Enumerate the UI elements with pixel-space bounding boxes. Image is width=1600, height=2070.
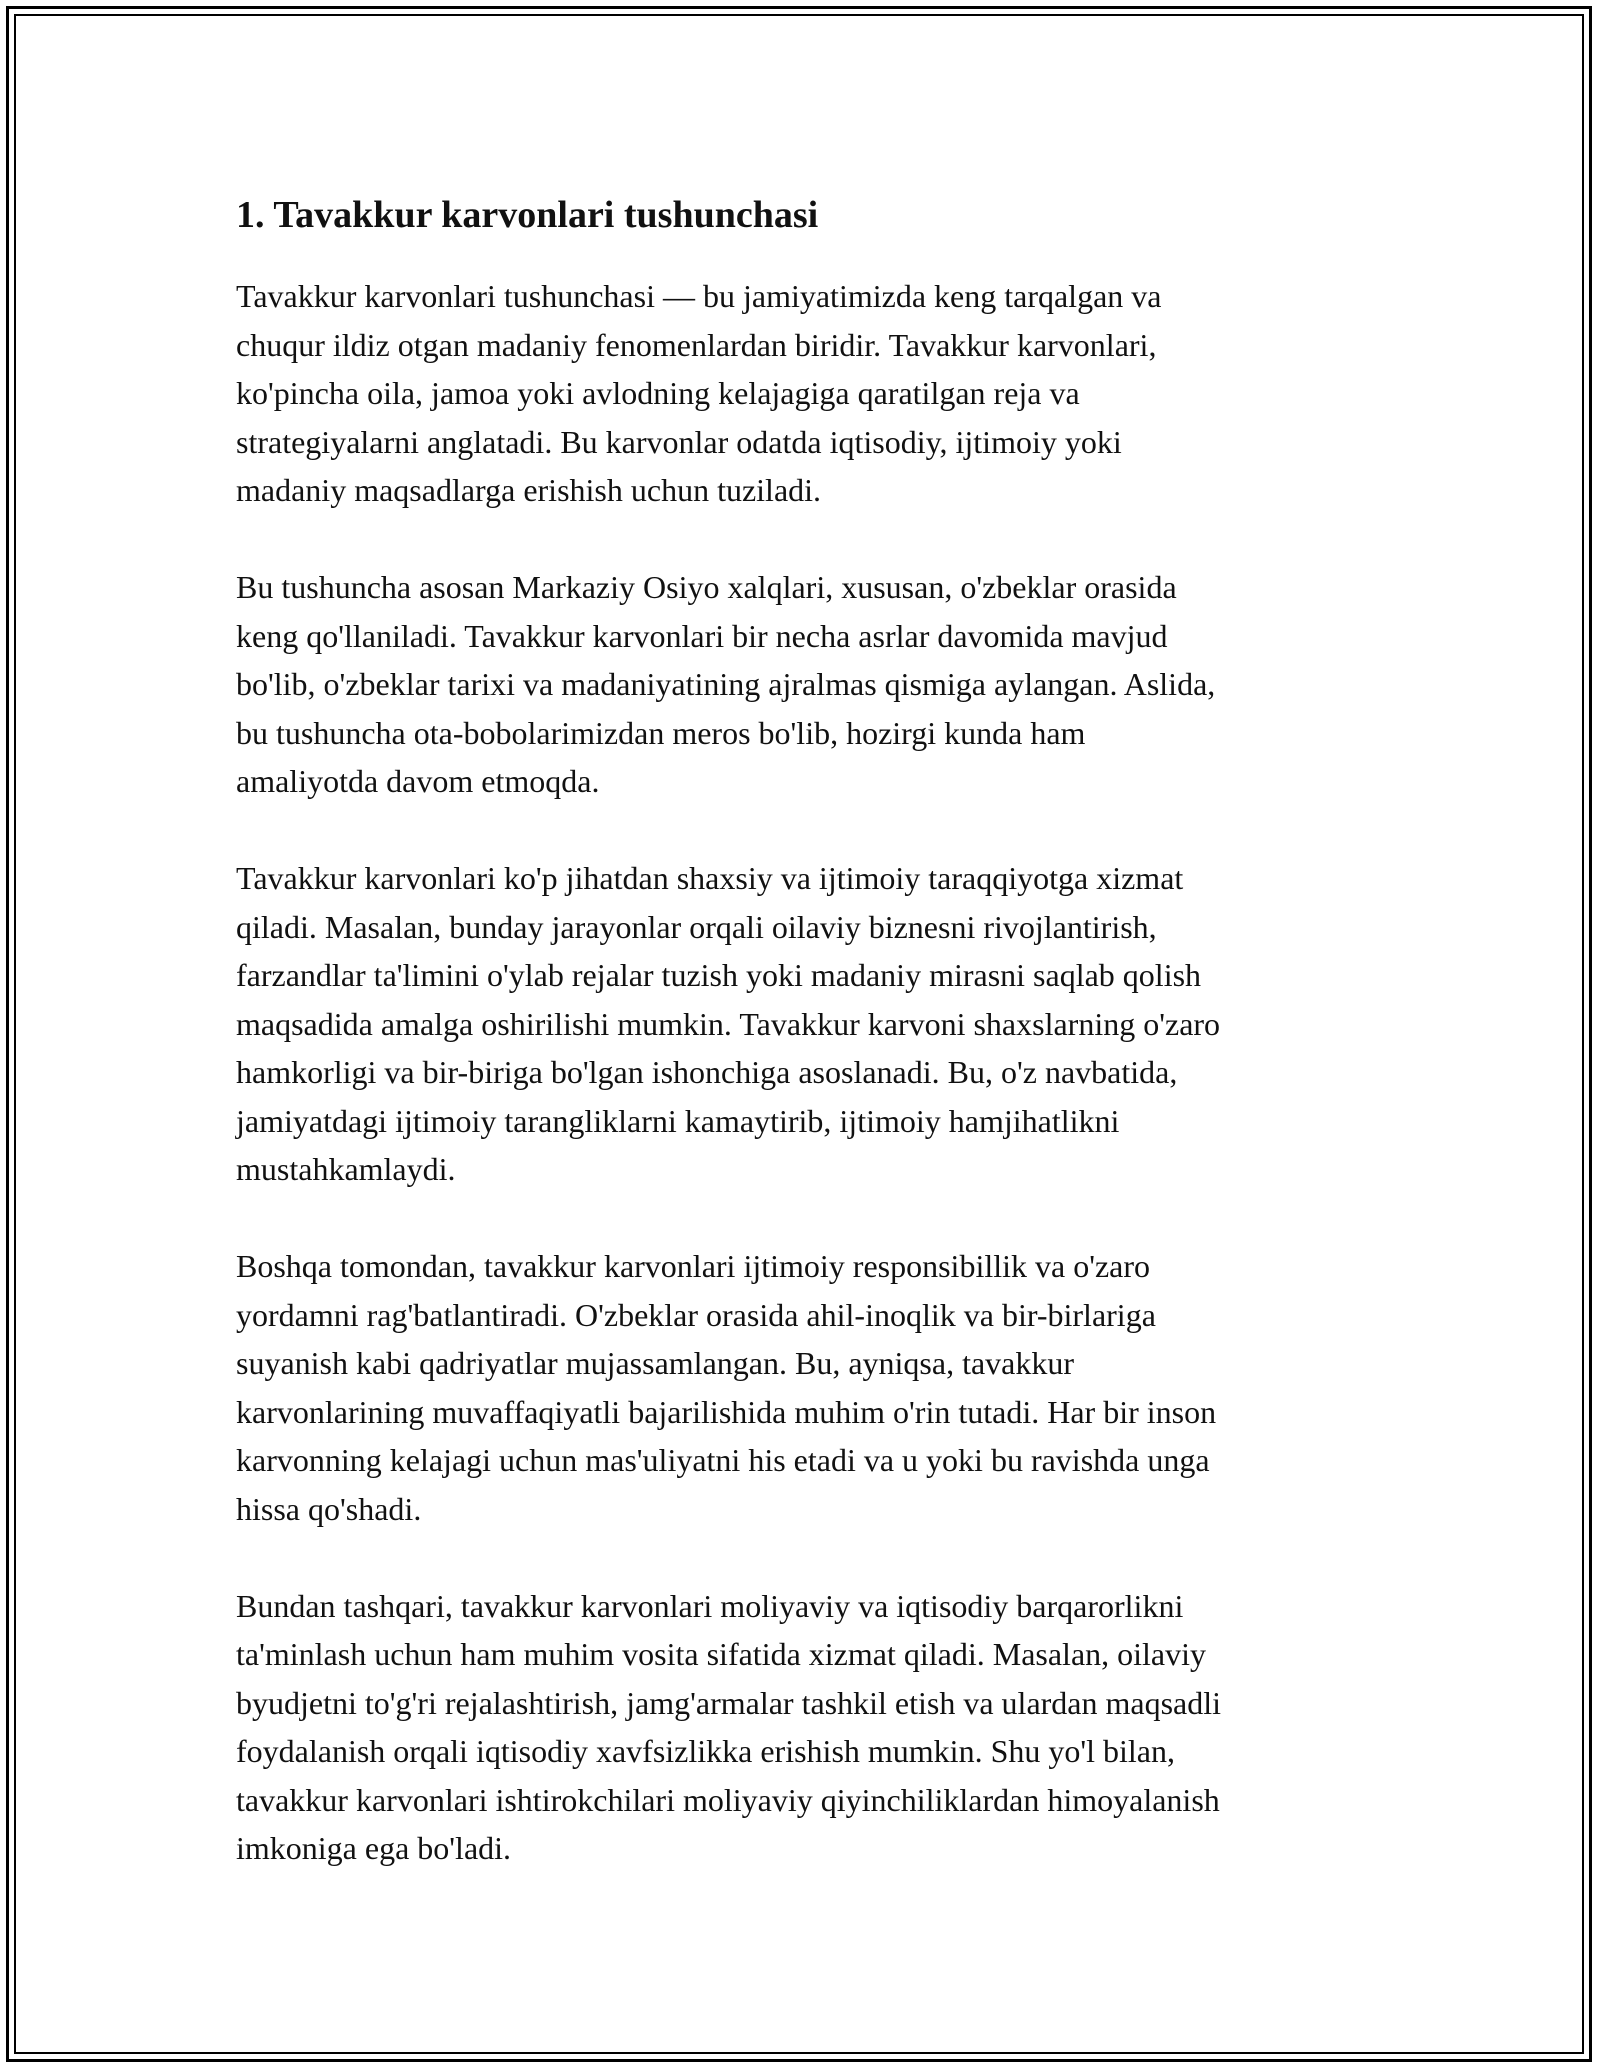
- document-body: [236, 186, 1376, 1921]
- paragraph-1: Tavakkur karvonlari tushunchasi — bu jamiyatimizda keng tarqalgan va chuqur ildiz otgan madaniy fenomenlardan biridir. Tavakkur karvonlari, ko'pincha oila, jamoa yoki avlodning kelajagiga qaratilgan reja va strategiyalarni anglatadi. Bu karvonlar odatda iqtisodiy, ijtimoiy yoki madaniy maqsadlarga erishish uchun tuziladi.: [236, 278, 1162, 508]
- paragraph-3: Tavakkur karvonlari ko'p jihatdan shaxsiy va ijtimoiy taraqqiyotga xizmat qiladi. Masalan, bunday jarayonlar orqali oilaviy biznesni rivojlantirish, farzandlar ta'limini o'ylab rejalar tuzish yoki madaniy mirasni saqlab qolish maqsadida amalga oshirilishi mumkin. Tavakkur karvoni shaxslarning o'zaro hamkorligi va bir-biriga bo'lgan ishonchiga asoslanadi. Bu, o'z navbatida, jamiyatdagi ijtimoiy tarangliklarni kamaytirib, ijtimoiy hamjihatlikni mustahkamlaydi.: [236, 860, 1221, 1187]
- paragraph-4: Boshqa tomondan, tavakkur karvonlari ijtimoiy responsibillik va o'zaro yordamni rag'batlantiradi. O'zbeklar orasida ahil-inoqlik va bir-birlariga suyanish kabi qadriyatlar mujassamlangan. Bu, ayniqsa, tavakkur karvonlarining muvaffaqiyatli bajarilishida muhim o'rin tutadi. Har bir inson karvonning kelajagi uchun mas'uliyatni his etadi va u yoki bu ravishda unga hissa qo'shadi.: [236, 1248, 1217, 1527]
- section-heading: 1. Tavakkur karvonlari tushunchasi: [236, 194, 819, 236]
- paragraph-2: Bu tushuncha asosan Markaziy Osiyo xalqlari, xususan, o'zbeklar orasida keng qo'llaniladi. Tavakkur karvonlari bir necha asrlar davomida mavjud bo'lib, o'zbeklar tarixi va madaniyatining ajralmas qismiga aylangan. Aslida, bu tushuncha ota-bobolarimizdan meros bo'lib, hozirgi kunda ham amaliyotda davom etmoqda.: [236, 569, 1216, 799]
- paragraph-5: Bundan tashqari, tavakkur karvonlari moliyaviy va iqtisodiy barqarorlikni ta'minlash uchun ham muhim vosita sifatida xizmat qiladi. Masalan, oilaviy byudjetni to'g'ri rejalashtirish, jamg'armalar tashkil etish va ulardan maqsadli foydalanish orqali iqtisodiy xavfsizlikka erishish mumkin. Shu yo'l bilan, tavakkur karvonlari ishtirokchilari moliyaviy qiyinchiliklardan himoyalanish imkoniga ega bo'ladi.: [236, 1587, 1222, 1866]
